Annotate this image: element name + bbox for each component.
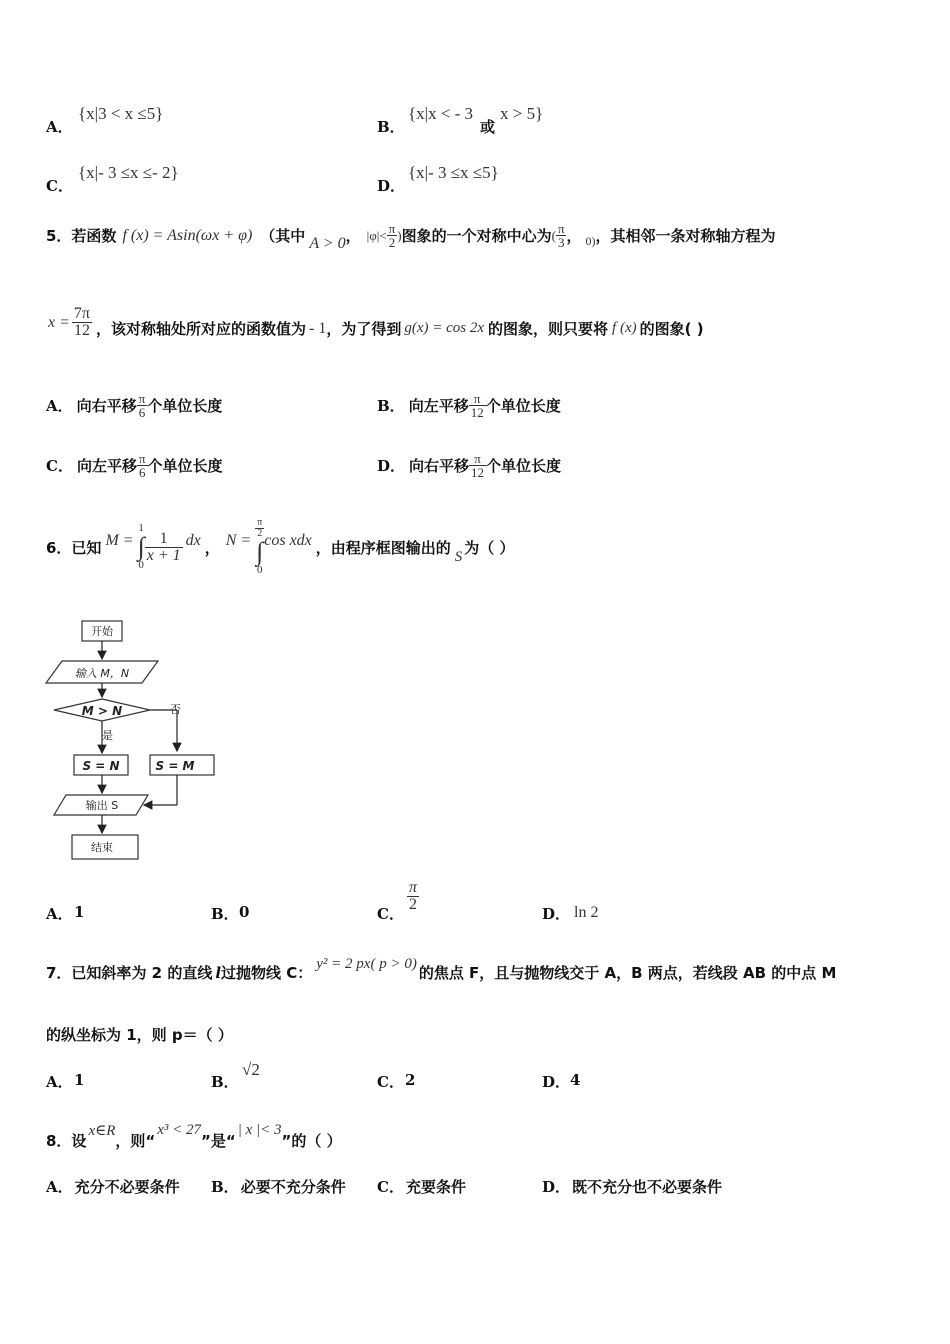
- q4-option-d-label: D．: [377, 177, 406, 195]
- q7-line-2: 的纵坐标为 1，则 p＝（ ）: [46, 1026, 233, 1044]
- q8-option-c-text: 充要条件: [405, 1178, 466, 1196]
- q6-n-integral-sign: ∫: [256, 537, 264, 566]
- q5-comma: ，: [345, 227, 361, 245]
- q5-axis-frac: [72, 306, 92, 339]
- q6-n-upper-num: π: [257, 517, 263, 528]
- q6-m-upper: 1: [138, 522, 144, 534]
- q6-option-a-value: 1: [74, 903, 85, 921]
- q5-option-d-num: π: [474, 451, 481, 466]
- q7-option-b-label: B．: [211, 1073, 239, 1091]
- q5-axis-den: 12: [73, 322, 90, 339]
- q5-line2-text-3: 的图象，则只要将: [488, 320, 609, 338]
- q5-option-b-frac: [469, 392, 486, 419]
- q8-t2: ”是“: [201, 1132, 236, 1150]
- q5-line2-text-1: ，该对称轴处所对应的函数值为: [95, 320, 306, 338]
- q5-center-num: π: [557, 221, 565, 236]
- q5-option-d-post: 个单位长度: [486, 457, 562, 475]
- q4-option-a-math: {x|3 < x ≤5}: [78, 104, 164, 123]
- q6-option-c-label: C．: [377, 905, 404, 923]
- q7-option-d-value: 4: [570, 1071, 581, 1089]
- q5-line-1: [46, 221, 776, 252]
- q4-option-b-math-1: {x|x < - 3: [408, 104, 474, 123]
- q7-line1-a: 7．已知斜率为 2 的直线: [46, 964, 213, 982]
- q6-m-eq: M =: [105, 532, 134, 549]
- q6-number: 6．已知: [46, 538, 102, 557]
- q6-sep: ，: [204, 538, 220, 557]
- q5-option-d-frac: [469, 452, 486, 479]
- q5-option-a-post: 个单位长度: [147, 397, 223, 415]
- q5-line2-text-4: 的图象( ): [639, 320, 704, 338]
- q5-center-den: 3: [557, 235, 565, 250]
- q5-option-a: [46, 392, 222, 419]
- q6-m-integral-sign: ∫: [137, 532, 145, 561]
- flow-decision-text: M > N: [81, 704, 123, 718]
- q7-option-a-label: A．: [46, 1073, 73, 1091]
- q6-n-upper-frac: [255, 518, 264, 539]
- q6-n-integral: [255, 518, 264, 576]
- q6-m-den: x + 1: [146, 546, 181, 564]
- q8-option-a: [46, 1176, 180, 1197]
- q6-option-b-label: B．: [211, 905, 239, 923]
- q6-n-lower: 0: [256, 564, 263, 576]
- q5-g-func: g(x) = cos 2x: [404, 320, 485, 336]
- q7-option-c-value: 2: [405, 1071, 416, 1089]
- q8-t1: ，则“: [115, 1132, 156, 1150]
- q8-option-c: [377, 1176, 466, 1197]
- q6-m-dx: dx: [185, 532, 201, 549]
- q6-flowchart: [40, 615, 240, 870]
- q5-func: f (x) = Asin(ωx + φ): [122, 226, 253, 244]
- flow-no-label: 否: [170, 703, 181, 716]
- q6-option-d-value: ln 2: [574, 904, 599, 921]
- q8-option-b-label: B．: [211, 1178, 239, 1196]
- q5-center-sep: ，: [566, 227, 582, 245]
- q5-center-frac: [556, 222, 567, 249]
- flow-start-text: 开始: [91, 625, 113, 638]
- q5-cond-a: A > 0: [309, 234, 346, 252]
- q5-option-a-label: A．: [46, 397, 73, 415]
- q6-n-upper-den: 2: [257, 528, 263, 539]
- q4-option-c-label: C．: [46, 177, 73, 195]
- q5-option-d-pre: 向右平移: [409, 457, 470, 475]
- flow-output-text: 输出 S: [85, 799, 119, 812]
- q6-m-frac: [145, 531, 183, 564]
- q5-option-a-pre: 向右平移: [76, 397, 137, 415]
- q8-option-d-text: 既不充分也不必要条件: [572, 1178, 723, 1196]
- q5-option-d-label: D．: [377, 457, 406, 475]
- q6-option-c-den: 2: [409, 896, 417, 913]
- q5-option-a-den: 6: [138, 405, 146, 420]
- q5-line2-text-2: ，为了得到: [326, 320, 402, 338]
- q5-center-text: 图象的一个对称中心为: [401, 227, 552, 245]
- q5-center-close: 0): [585, 234, 596, 248]
- q5-option-c-num: π: [138, 451, 146, 466]
- q5-line-2: [48, 306, 704, 339]
- q6-tail2: 为（ ）: [464, 538, 515, 557]
- q6-line: [46, 512, 515, 582]
- q7-option-d-label: D．: [542, 1073, 571, 1091]
- q7-parabola: y² = 2 px( p > 0): [316, 956, 417, 972]
- q5-axis-text: ，其相邻一条对称轴方程为: [595, 227, 776, 245]
- q5-option-b-pre: 向左平移: [408, 397, 469, 415]
- q5-option-c-frac: [137, 452, 148, 479]
- q5-option-d-den: 12: [471, 465, 485, 480]
- flow-input-text: 输入 M，N: [74, 667, 130, 680]
- q6-m-lower: 0: [138, 559, 144, 571]
- q7-option-a-value: 1: [74, 1071, 85, 1089]
- q7-l: l: [215, 963, 222, 982]
- q6-option-d-label: D．: [542, 905, 571, 923]
- q8-option-c-label: C．: [377, 1178, 404, 1196]
- q5-number: 5．若函数: [46, 227, 117, 245]
- q5-option-c-post: 个单位长度: [147, 457, 223, 475]
- q8-option-a-label: A．: [46, 1178, 73, 1196]
- q6-option-c-num: π: [409, 879, 418, 896]
- q8-t3: ”的（ ）: [281, 1132, 342, 1150]
- q5-option-a-num: π: [138, 391, 146, 406]
- q8-line: [46, 1120, 342, 1150]
- q7-option-b-value: √2: [242, 1060, 260, 1079]
- q4-option-b-or: 或: [480, 118, 496, 136]
- q5-option-c-pre: 向左平移: [76, 457, 137, 475]
- q5-option-b-label: B．: [377, 397, 405, 415]
- q4-option-c-math: {x|- 3 ≤x ≤- 2}: [78, 163, 179, 182]
- q5-phi-frac: [387, 222, 398, 249]
- q7-option-c-label: C．: [377, 1073, 404, 1091]
- q8-x-in-r: x∈R: [88, 1123, 116, 1139]
- q5-axis-eq-lhs: x =: [48, 313, 70, 331]
- q6-option-c-frac: [407, 880, 419, 913]
- q5-option-b-post: 个单位长度: [485, 397, 561, 415]
- q5-option-c-den: 6: [139, 465, 146, 480]
- q7-line-1: [46, 956, 837, 983]
- q5-line2-val: - 1: [309, 319, 327, 337]
- q8-option-b-text: 必要不充分条件: [240, 1178, 346, 1196]
- q5-center-open: (: [551, 227, 556, 243]
- q5-option-b-den: 12: [470, 405, 484, 420]
- q5-option-d: [377, 452, 561, 479]
- q8-option-d-label: D．: [542, 1178, 571, 1196]
- q5-phi-frac-num: π: [388, 221, 396, 236]
- flow-yes-label: 是: [102, 729, 113, 742]
- q4-option-b-math-2: x > 5}: [500, 104, 544, 123]
- q7-line1-c: 的焦点 F，且与抛物线交于 A，B 两点，若线段 AB 的中点 M: [418, 964, 837, 982]
- q6-option-a-label: A．: [46, 905, 73, 923]
- q5-paren-close: ): [397, 227, 402, 243]
- q8-cond2: | x |< 3: [237, 1122, 282, 1138]
- q5-option-b-num: π: [473, 391, 481, 406]
- q6-n-eq: N =: [225, 532, 252, 549]
- q6-s: S: [454, 548, 463, 565]
- q5-option-b: [377, 392, 561, 419]
- q8-number: 8．设: [46, 1132, 87, 1150]
- q4-option-b-label: B．: [377, 118, 405, 136]
- flow-end-text: 结束: [91, 841, 113, 854]
- q8-option-a-text: 充分不必要条件: [74, 1178, 180, 1196]
- q5-phi-abs: |φ|<: [366, 227, 387, 243]
- q4-option-d-math: {x|- 3 ≤x ≤5}: [408, 163, 499, 182]
- q6-option-b-value: 0: [239, 903, 250, 921]
- q5-f-func: f (x): [612, 320, 637, 336]
- q8-option-b: [211, 1176, 346, 1197]
- q6-m-num: 1: [159, 529, 168, 547]
- q5-option-c: [46, 452, 223, 479]
- q8-option-d: [542, 1176, 722, 1197]
- q8-cond1: x³ < 27: [157, 1122, 202, 1138]
- q6-m-integral: [138, 523, 145, 571]
- q6-n-integrand: cos xdx: [264, 532, 312, 549]
- q6-tail: ，由程序框图输出的: [315, 538, 451, 557]
- q4-option-a-label: A．: [46, 118, 73, 136]
- q5-cond-open: （其中: [260, 227, 306, 245]
- q5-axis-num: 7π: [73, 305, 90, 322]
- q5-option-c-label: C．: [46, 457, 73, 475]
- flow-assign-no-text: S = M: [155, 759, 195, 773]
- q5-option-a-frac: [137, 392, 148, 419]
- q7-line1-b: 过抛物线 C：: [221, 964, 313, 982]
- flow-assign-yes-text: S = N: [82, 759, 120, 773]
- q5-phi-frac-den: 2: [388, 235, 396, 250]
